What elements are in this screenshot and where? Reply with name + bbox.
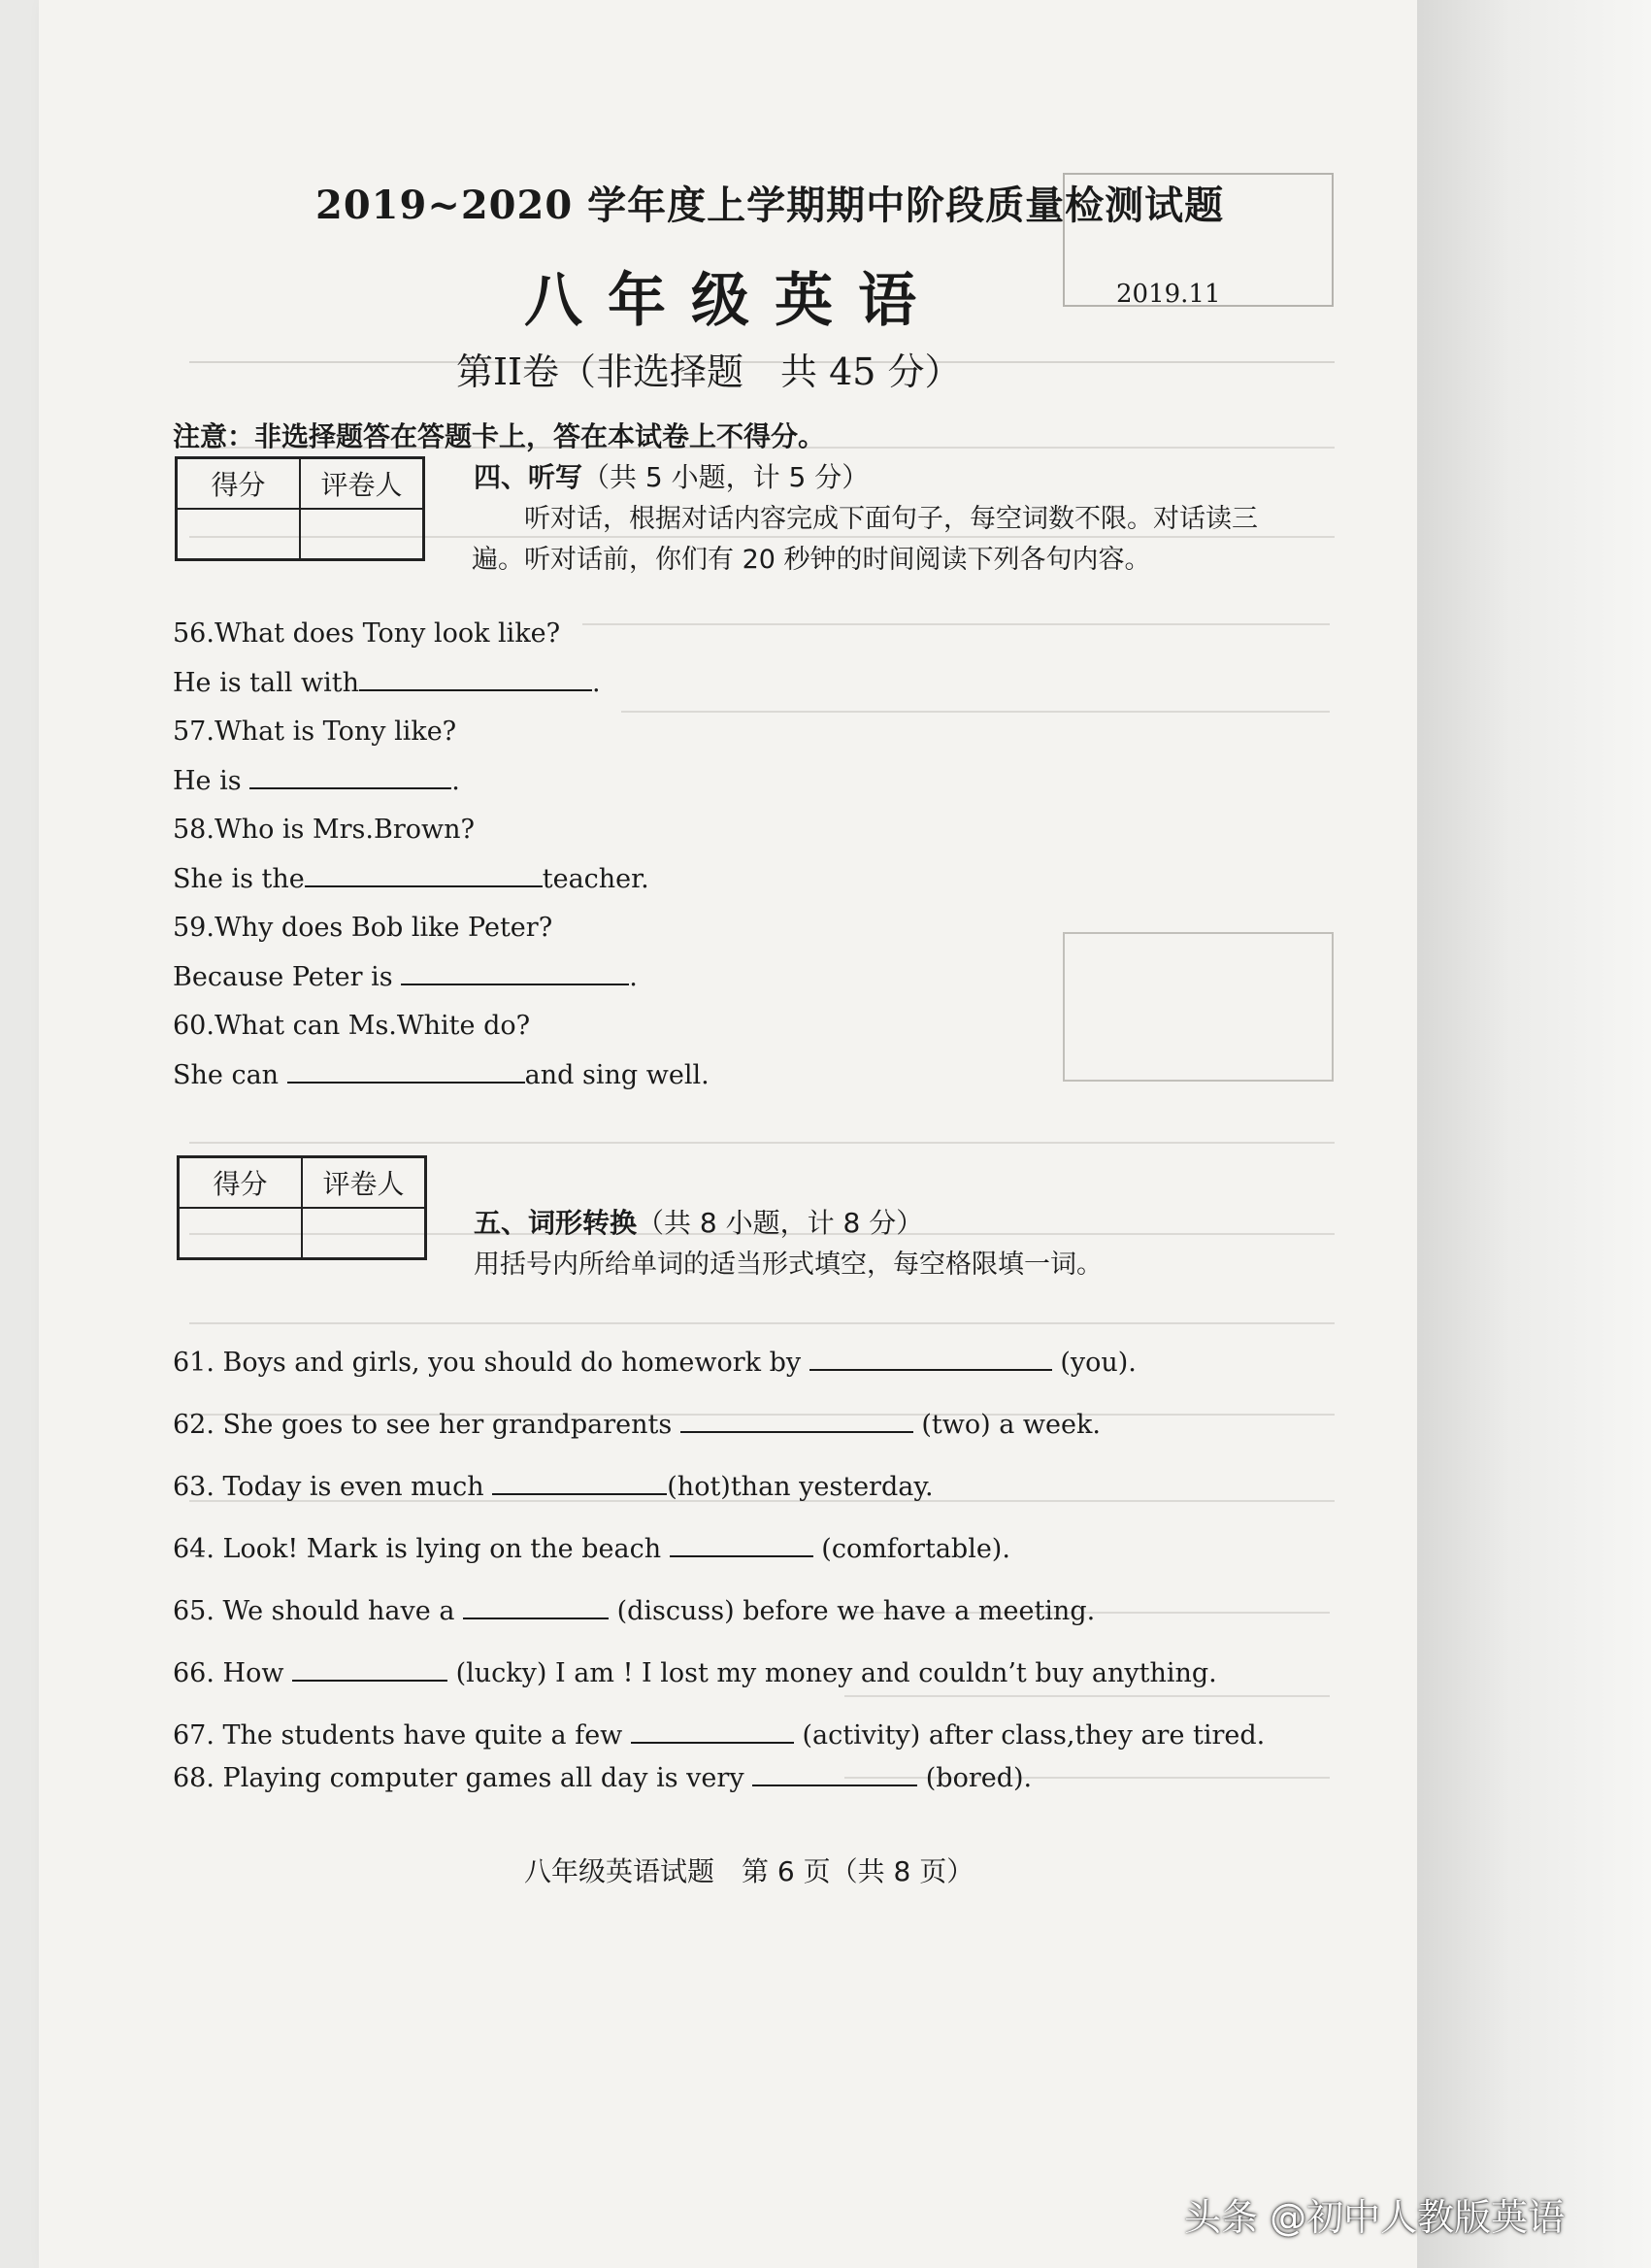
item-65 — [173, 1596, 1095, 1626]
answer-prefix: He is tall with — [173, 668, 359, 698]
blank-58[interactable] — [305, 864, 543, 887]
item-64 — [173, 1534, 1010, 1564]
blank-62[interactable] — [680, 1410, 913, 1433]
score-label: 得分 — [177, 458, 301, 510]
blank-60[interactable] — [287, 1060, 525, 1084]
question-60: 60.What can Ms.White do? — [173, 1011, 531, 1041]
exam-date: 2019.11 — [1116, 280, 1221, 309]
answer-58 — [173, 864, 649, 894]
notice: 注意：非选择题答在答题卡上，答在本试卷上不得分。 — [173, 420, 826, 452]
exam-title: 2019~2020 学年度上学期期中阶段质量检测试题 — [315, 183, 1225, 228]
score-label: 得分 — [179, 1157, 303, 1209]
section5-heading — [474, 1202, 923, 1241]
answer-prefix: He is — [173, 766, 242, 796]
item-62 — [173, 1410, 1101, 1440]
question-57: 57.What is Tony like? — [173, 717, 457, 747]
grader-table-section4 — [175, 456, 425, 561]
score-cell[interactable] — [179, 1208, 303, 1259]
item-hint: (you). — [1060, 1348, 1137, 1378]
page-footer: 八年级英语试题 第 6 页（共 8 页） — [524, 1855, 974, 1887]
section5-instruction: 用括号内所给单词的适当形式填空，每空格限填一词。 — [474, 1250, 1103, 1280]
grader-label: 评卷人 — [302, 1157, 426, 1209]
question-56: 56.What does Tony look like? — [173, 618, 561, 649]
item-hint: (discuss) before we have a meeting. — [616, 1596, 1096, 1626]
item-text: 68. Playing computer games all day is very — [173, 1763, 744, 1793]
answer-prefix: She is the — [173, 864, 305, 894]
blank-68[interactable] — [752, 1763, 917, 1786]
item-hint: (two) a week. — [921, 1410, 1101, 1440]
blank-65[interactable] — [463, 1596, 609, 1619]
answer-59 — [173, 962, 638, 992]
blank-63[interactable] — [492, 1472, 667, 1495]
grader-cell[interactable] — [302, 1208, 426, 1259]
item-hint: (lucky) I am ! I lost my money and couldn’t buy anything. — [455, 1658, 1217, 1688]
answer-suffix: . — [629, 962, 638, 992]
grader-table-section5 — [177, 1155, 427, 1260]
item-66 — [173, 1658, 1217, 1688]
answer-suffix: and sing well. — [524, 1060, 710, 1090]
item-hint: (bored). — [925, 1763, 1033, 1793]
blank-57[interactable] — [249, 766, 451, 789]
watermark: 头条 @初中人教版英语 — [1184, 2196, 1566, 2239]
bleed-through-score-box-2 — [1063, 932, 1334, 1082]
item-text: 63. Today is even much — [173, 1472, 484, 1502]
volume-heading: 第II卷（非选择题 共 45 分） — [456, 350, 962, 393]
answer-prefix: Because Peter is — [173, 962, 393, 992]
answer-prefix: She can — [173, 1060, 280, 1090]
answer-suffix: . — [591, 668, 601, 698]
section4-title: 四、听写 — [474, 461, 583, 493]
question-59: 59.Why does Bob like Peter? — [173, 913, 553, 943]
item-67 — [173, 1720, 1265, 1751]
answer-60 — [173, 1060, 710, 1090]
exam-sheet — [39, 0, 1417, 2268]
section4-heading — [474, 456, 869, 495]
blank-67[interactable] — [631, 1720, 794, 1744]
blank-61[interactable] — [809, 1348, 1052, 1371]
item-text: 66. How — [173, 1658, 284, 1688]
grader-label: 评卷人 — [300, 458, 424, 510]
item-text: 67. The students have quite a few — [173, 1720, 623, 1751]
section4-instruction-1: 听对话，根据对话内容完成下面句子，每空词数不限。对话读三 — [524, 504, 1258, 534]
section5-meta: （共 8 小题，计 8 分） — [637, 1207, 924, 1239]
blank-66[interactable] — [292, 1658, 447, 1682]
scan-edge — [1417, 0, 1651, 2268]
section4-meta: （共 5 小题，计 5 分） — [582, 461, 870, 493]
score-cell[interactable] — [177, 509, 301, 560]
item-text: 62. She goes to see her grandparents — [173, 1410, 673, 1440]
blank-56[interactable] — [359, 668, 592, 691]
answer-suffix: . — [451, 766, 460, 796]
subject-title: 八年级英语 — [524, 267, 941, 335]
item-text: 61. Boys and girls, you should do homework by — [173, 1348, 802, 1378]
blank-64[interactable] — [670, 1534, 813, 1557]
item-61 — [173, 1348, 1137, 1378]
item-text: 64. Look! Mark is lying on the beach — [173, 1534, 662, 1564]
blank-59[interactable] — [401, 962, 629, 985]
item-hint: (hot)than yesterday. — [667, 1472, 934, 1502]
grader-cell[interactable] — [300, 509, 424, 560]
section5-title: 五、词形转换 — [474, 1207, 638, 1239]
item-63 — [173, 1472, 934, 1502]
item-text: 65. We should have a — [173, 1596, 455, 1626]
section4-instruction-2: 遍。听对话前，你们有 20 秒钟的时间阅读下列各句内容。 — [472, 545, 1151, 575]
answer-57 — [173, 766, 460, 796]
question-58: 58.Who is Mrs.Brown? — [173, 815, 475, 845]
item-hint: (comfortable). — [821, 1534, 1010, 1564]
item-hint: (activity) after class,they are tired. — [802, 1720, 1266, 1751]
answer-suffix: teacher. — [542, 864, 649, 894]
item-68 — [173, 1763, 1032, 1793]
answer-56 — [173, 668, 601, 698]
